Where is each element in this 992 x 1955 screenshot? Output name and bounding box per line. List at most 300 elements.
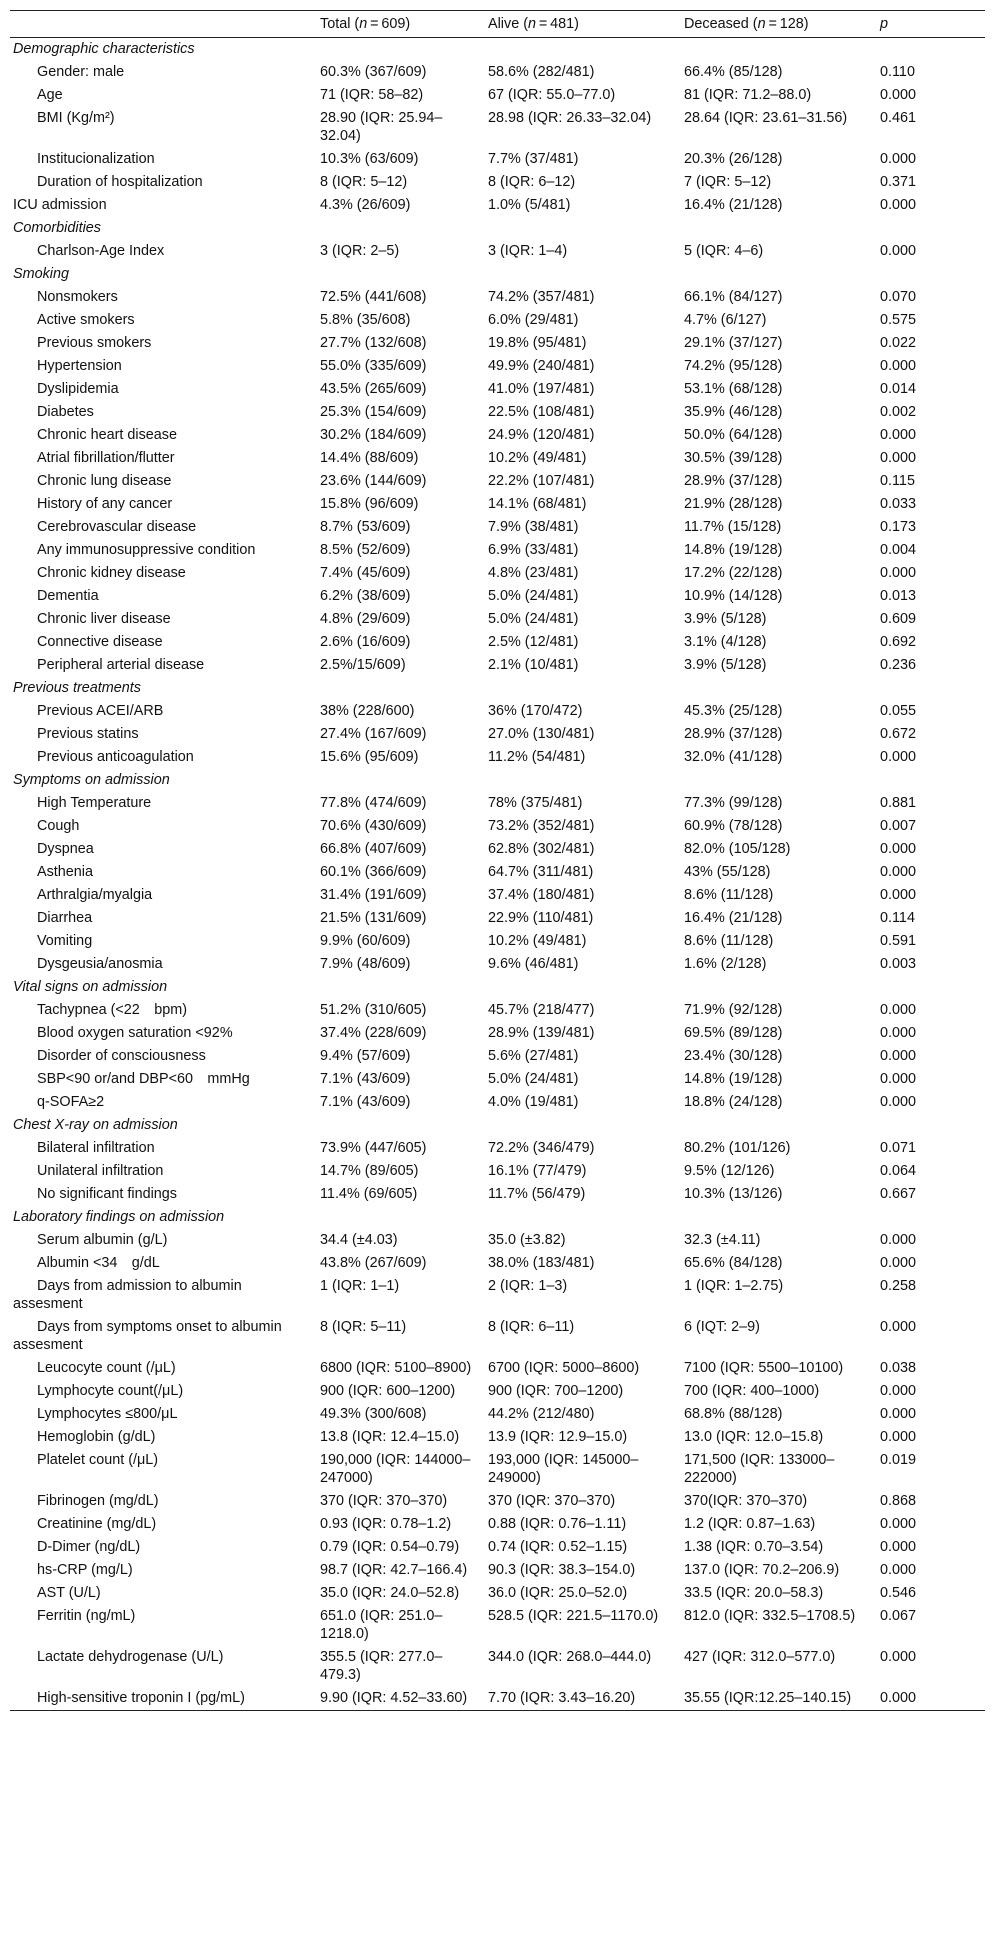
total-cell: 34.4 (±4.03) xyxy=(320,1232,398,1248)
alive-cell: 9.6% (46/481) xyxy=(488,956,579,972)
header-alive xyxy=(485,11,681,38)
p-value-cell: 0.371 xyxy=(880,174,917,190)
row-label: Chronic liver disease xyxy=(37,611,171,627)
p-value-cell: 0.236 xyxy=(880,657,917,673)
p-value-cell: 0.004 xyxy=(880,542,917,558)
row-label: Asthenia xyxy=(37,864,94,880)
row-label: Fibrinogen (mg/dL) xyxy=(37,1493,159,1509)
total-cell: 4.3% (26/609) xyxy=(320,197,411,213)
header-deceased-rest: = 128) xyxy=(765,16,809,32)
deceased-cell: 20.3% (26/128) xyxy=(684,151,783,167)
total-cell: 15.6% (95/609) xyxy=(320,749,419,765)
total-cell: 6800 (IQR: 5100–8900) xyxy=(320,1360,472,1376)
table-row xyxy=(10,1582,985,1605)
deceased-cell: 32.3 (±4.11) xyxy=(684,1232,761,1248)
total-cell: 51.2% (310/605) xyxy=(320,1002,427,1018)
p-value-cell: 0.000 xyxy=(880,1319,917,1335)
row-label: Dyslipidemia xyxy=(37,381,119,397)
table-row xyxy=(10,746,985,769)
alive-cell: 22.2% (107/481) xyxy=(488,473,595,489)
deceased-cell: 3.1% (4/128) xyxy=(684,634,767,650)
deceased-cell: 30.5% (39/128) xyxy=(684,450,783,466)
deceased-cell: 13.0 (IQR: 12.0–15.8) xyxy=(684,1429,824,1445)
p-value-cell: 0.000 xyxy=(880,864,917,880)
table-row xyxy=(10,1137,985,1160)
p-value-cell: 0.000 xyxy=(880,1002,917,1018)
p-value-cell: 0.114 xyxy=(880,910,915,926)
p-value-cell: 0.000 xyxy=(880,87,917,103)
table-row xyxy=(10,700,985,723)
p-value-cell: 0.881 xyxy=(880,795,917,811)
row-label: q-SOFA≥2 xyxy=(37,1094,105,1110)
table-row xyxy=(10,1045,985,1068)
table-row xyxy=(10,148,985,171)
deceased-cell: 65.6% (84/128) xyxy=(684,1255,783,1271)
row-label: Blood oxygen saturation <92% xyxy=(37,1025,233,1041)
total-cell: 13.8 (IQR: 12.4–15.0) xyxy=(320,1429,460,1445)
section-header-row xyxy=(10,1114,985,1137)
table-row xyxy=(10,999,985,1022)
table-row xyxy=(10,470,985,493)
table-row xyxy=(10,815,985,838)
table-row xyxy=(10,171,985,194)
row-label: History of any cancer xyxy=(37,496,173,512)
alive-cell: 36.0 (IQR: 25.0–52.0) xyxy=(488,1585,628,1601)
table-row xyxy=(10,884,985,907)
total-cell: 2.6% (16/609) xyxy=(320,634,411,650)
table-row xyxy=(10,1513,985,1536)
total-cell: 98.7 (IQR: 42.7–166.4) xyxy=(320,1562,468,1578)
header-p-label: p xyxy=(880,16,889,32)
total-cell: 7.1% (43/609) xyxy=(320,1071,411,1087)
row-label: Disorder of consciousness xyxy=(37,1048,206,1064)
total-cell: 31.4% (191/609) xyxy=(320,887,427,903)
p-value-cell: 0.070 xyxy=(880,289,917,305)
total-cell: 71 (IQR: 58–82) xyxy=(320,87,424,103)
row-label: Atrial fibrillation/flutter xyxy=(37,450,175,466)
total-cell: 23.6% (144/609) xyxy=(320,473,427,489)
p-value-cell: 0.000 xyxy=(880,1429,917,1445)
alive-cell: 58.6% (282/481) xyxy=(488,64,595,80)
total-cell: 190,000 (IQR: 144000–247000) xyxy=(320,1452,471,1486)
p-value-cell: 0.000 xyxy=(880,243,917,259)
total-cell: 27.4% (167/609) xyxy=(320,726,427,742)
table-header xyxy=(10,11,985,38)
total-cell: 7.1% (43/609) xyxy=(320,1094,411,1110)
row-label: D-Dimer (ng/dL) xyxy=(37,1539,141,1555)
section-title: Comorbidities xyxy=(13,220,101,236)
section-header-row xyxy=(10,677,985,700)
total-cell: 6.2% (38/609) xyxy=(320,588,411,604)
deceased-cell: 10.9% (14/128) xyxy=(684,588,783,604)
deceased-cell: 81 (IQR: 71.2–88.0) xyxy=(684,87,812,103)
total-cell: 60.1% (366/609) xyxy=(320,864,427,880)
row-label: Days from symptoms onset to albumin assesment xyxy=(13,1319,282,1353)
total-cell: 77.8% (474/609) xyxy=(320,795,427,811)
deceased-cell: 3.9% (5/128) xyxy=(684,611,767,627)
table-row xyxy=(10,378,985,401)
deceased-cell: 1 (IQR: 1–2.75) xyxy=(684,1278,784,1294)
deceased-cell: 4.7% (6/127) xyxy=(684,312,767,328)
total-cell: 11.4% (69/605) xyxy=(320,1186,418,1202)
alive-cell: 5.0% (24/481) xyxy=(488,588,579,604)
row-label: Lymphocyte count(/μL) xyxy=(37,1383,184,1399)
header-total-label: Total ( xyxy=(320,16,360,32)
header-row xyxy=(10,11,985,38)
deceased-cell: 9.5% (12/126) xyxy=(684,1163,775,1179)
alive-cell: 78% (375/481) xyxy=(488,795,583,811)
alive-cell: 370 (IQR: 370–370) xyxy=(488,1493,616,1509)
p-value-cell: 0.110 xyxy=(880,64,915,80)
header-variable xyxy=(10,11,317,38)
p-value-cell: 0.000 xyxy=(880,841,917,857)
alive-cell: 22.9% (110/481) xyxy=(488,910,594,926)
alive-cell: 11.7% (56/479) xyxy=(488,1186,586,1202)
deceased-cell: 60.9% (78/128) xyxy=(684,818,783,834)
p-value-cell: 0.007 xyxy=(880,818,917,834)
alive-cell: 3 (IQR: 1–4) xyxy=(488,243,568,259)
deceased-cell: 17.2% (22/128) xyxy=(684,565,783,581)
row-label: AST (U/L) xyxy=(37,1585,101,1601)
total-cell: 43.8% (267/609) xyxy=(320,1255,427,1271)
table-row xyxy=(10,84,985,107)
deceased-cell: 7100 (IQR: 5500–10100) xyxy=(684,1360,844,1376)
total-cell: 14.7% (89/605) xyxy=(320,1163,419,1179)
p-value-cell: 0.000 xyxy=(880,1406,917,1422)
alive-cell: 2.5% (12/481) xyxy=(488,634,579,650)
alive-cell: 90.3 (IQR: 38.3–154.0) xyxy=(488,1562,636,1578)
section-header-row xyxy=(10,1206,985,1229)
row-label: Previous anticoagulation xyxy=(37,749,194,765)
row-label: Nonsmokers xyxy=(37,289,118,305)
row-label: Gender: male xyxy=(37,64,125,80)
row-label: Unilateral infiltration xyxy=(37,1163,164,1179)
row-label: BMI (Kg/m²) xyxy=(37,110,115,126)
deceased-cell: 28.9% (37/128) xyxy=(684,473,783,489)
row-label: Previous ACEI/ARB xyxy=(37,703,164,719)
p-value-cell: 0.071 xyxy=(880,1140,917,1156)
p-value-cell: 0.115 xyxy=(880,473,915,489)
alive-cell: 7.9% (38/481) xyxy=(488,519,579,535)
p-value-cell: 0.000 xyxy=(880,151,917,167)
table-row xyxy=(10,332,985,355)
p-value-cell: 0.000 xyxy=(877,1687,985,1711)
total-cell: 4.8% (29/609) xyxy=(320,611,411,627)
total-cell: 35.0 (IQR: 24.0–52.8) xyxy=(320,1585,460,1601)
total-cell: 37.4% (228/609) xyxy=(320,1025,427,1041)
row-label: Age xyxy=(37,87,63,103)
row-label: Lactate dehydrogenase (U/L) xyxy=(37,1649,224,1665)
total-cell: 38% (228/600) xyxy=(320,703,415,719)
row-label: Creatinine (mg/dL) xyxy=(37,1516,157,1532)
row-label: Leucocyte count (/μL) xyxy=(37,1360,176,1376)
table-row xyxy=(10,838,985,861)
deceased-cell: 66.4% (85/128) xyxy=(684,64,783,80)
table-row xyxy=(10,723,985,746)
header-total xyxy=(317,11,485,38)
deceased-cell: 1.2 (IQR: 0.87–1.63) xyxy=(684,1516,816,1532)
row-label: Vomiting xyxy=(37,933,93,949)
table-row xyxy=(10,1275,985,1316)
alive-cell: 2 (IQR: 1–3) xyxy=(488,1278,568,1294)
section-title: Symptoms on admission xyxy=(13,772,170,788)
alive-cell: 528.5 (IQR: 221.5–1170.0) xyxy=(488,1608,659,1624)
header-alive-rest: = 481) xyxy=(536,16,579,32)
p-value-cell: 0.038 xyxy=(880,1360,917,1376)
p-value-cell: 0.003 xyxy=(880,956,917,972)
row-label: Diarrhea xyxy=(37,910,93,926)
alive-cell: 36% (170/472) xyxy=(488,703,583,719)
total-cell: 9.9% (60/609) xyxy=(320,933,411,949)
deceased-cell: 45.3% (25/128) xyxy=(684,703,783,719)
alive-cell: 73.2% (352/481) xyxy=(488,818,595,834)
alive-cell: 28.98 (IQR: 26.33–32.04) xyxy=(488,110,652,126)
alive-cell: 16.1% (77/479) xyxy=(488,1163,587,1179)
deceased-cell: 16.4% (21/128) xyxy=(684,910,783,926)
row-label: Duration of hospitalization xyxy=(37,174,203,190)
row-label: Diabetes xyxy=(37,404,94,420)
row-label: Cough xyxy=(37,818,80,834)
total-cell: 25.3% (154/609) xyxy=(320,404,427,420)
p-value-cell: 0.000 xyxy=(880,1649,917,1665)
deceased-cell: 21.9% (28/128) xyxy=(684,496,783,512)
p-value-cell: 0.000 xyxy=(880,1048,917,1064)
table-row xyxy=(10,1426,985,1449)
row-label: Active smokers xyxy=(37,312,135,328)
alive-cell: 5.6% (27/481) xyxy=(488,1048,579,1064)
section-header-row xyxy=(10,217,985,240)
p-value-cell: 0.000 xyxy=(880,197,917,213)
table-row xyxy=(10,1403,985,1426)
row-label: hs-CRP (mg/L) xyxy=(37,1562,133,1578)
row-label: Institucionalization xyxy=(37,151,155,167)
p-value-cell: 0.667 xyxy=(880,1186,917,1202)
deceased-cell: 71.9% (92/128) xyxy=(684,1002,783,1018)
alive-cell: 14.1% (68/481) xyxy=(488,496,587,512)
alive-cell: 22.5% (108/481) xyxy=(488,404,595,420)
p-value-cell: 0.013 xyxy=(880,588,917,604)
total-cell: 21.5% (131/609) xyxy=(320,910,427,926)
deceased-cell: 74.2% (95/128) xyxy=(684,358,783,374)
row-label: Serum albumin (g/L) xyxy=(37,1232,168,1248)
table-body xyxy=(10,38,985,1711)
deceased-cell: 14.8% (19/128) xyxy=(684,542,783,558)
alive-cell: 37.4% (180/481) xyxy=(488,887,595,903)
table-row xyxy=(10,424,985,447)
section-header-row xyxy=(10,263,985,286)
row-label: No significant findings xyxy=(37,1186,177,1202)
total-cell: 30.2% (184/609) xyxy=(320,427,427,443)
total-cell: 28.90 (IQR: 25.94–32.04) xyxy=(320,110,443,144)
table-row xyxy=(10,539,985,562)
table-row xyxy=(10,1380,985,1403)
patient-characteristics-table xyxy=(10,10,985,1711)
p-value-cell: 0.000 xyxy=(880,1094,917,1110)
p-value-cell: 0.692 xyxy=(880,634,917,650)
total-cell: 8 (IQR: 5–12) xyxy=(320,174,408,190)
table-row xyxy=(10,631,985,654)
alive-cell: 4.8% (23/481) xyxy=(488,565,579,581)
header-p-value xyxy=(877,11,985,38)
alive-cell: 10.2% (49/481) xyxy=(488,450,587,466)
header-total-rest: = 609) xyxy=(367,16,411,32)
row-label: Hemoglobin (g/dL) xyxy=(37,1429,156,1445)
deceased-cell: 28.9% (37/128) xyxy=(684,726,783,742)
alive-cell: 24.9% (120/481) xyxy=(488,427,595,443)
deceased-cell: 1.38 (IQR: 0.70–3.54) xyxy=(684,1539,824,1555)
table-row xyxy=(10,401,985,424)
p-value-cell: 0.258 xyxy=(880,1278,917,1294)
p-value-cell: 0.000 xyxy=(880,565,917,581)
alive-cell: 49.9% (240/481) xyxy=(488,358,595,374)
p-value-cell: 0.000 xyxy=(880,1232,917,1248)
row-label: ICU admission xyxy=(13,197,107,213)
deceased-cell: 427 (IQR: 312.0–577.0) xyxy=(684,1649,836,1665)
p-value-cell: 0.033 xyxy=(880,496,917,512)
alive-cell: 6.0% (29/481) xyxy=(488,312,579,328)
row-label: Chronic heart disease xyxy=(37,427,177,443)
p-value-cell: 0.000 xyxy=(880,1516,917,1532)
total-cell: 7.4% (45/609) xyxy=(320,565,411,581)
section-title: Chest X-ray on admission xyxy=(13,1117,178,1133)
p-value-cell: 0.868 xyxy=(880,1493,917,1509)
total-cell: 8.5% (52/609) xyxy=(320,542,411,558)
table-row xyxy=(10,1316,985,1357)
alive-cell: 41.0% (197/481) xyxy=(488,381,595,397)
deceased-cell: 80.2% (101/126) xyxy=(684,1140,791,1156)
total-cell: 5.8% (35/608) xyxy=(320,312,411,328)
total-cell: 651.0 (IQR: 251.0–1218.0) xyxy=(320,1608,443,1642)
section-header-row xyxy=(10,976,985,999)
deceased-cell: 82.0% (105/128) xyxy=(684,841,791,857)
deceased-cell: 69.5% (89/128) xyxy=(684,1025,783,1041)
table-row xyxy=(10,1068,985,1091)
row-label: Tachypnea (<22 bpm) xyxy=(37,1002,187,1018)
total-cell: 10.3% (63/609) xyxy=(320,151,419,167)
total-cell: 55.0% (335/609) xyxy=(320,358,427,374)
total-cell: 73.9% (447/605) xyxy=(320,1140,427,1156)
table-row xyxy=(10,608,985,631)
header-deceased-n: n xyxy=(757,16,766,32)
alive-cell: 7.7% (37/481) xyxy=(488,151,579,167)
p-value-cell: 0.022 xyxy=(880,335,917,351)
header-deceased-label: Deceased ( xyxy=(684,16,758,32)
table-row xyxy=(10,309,985,332)
alive-cell: 38.0% (183/481) xyxy=(488,1255,595,1271)
p-value-cell: 0.000 xyxy=(880,358,917,374)
alive-cell: 6700 (IQR: 5000–8600) xyxy=(488,1360,640,1376)
header-total-n: n xyxy=(359,16,368,32)
alive-cell: 62.8% (302/481) xyxy=(488,841,595,857)
deceased-cell: 370(IQR: 370–370) xyxy=(684,1493,808,1509)
alive-cell: 28.9% (139/481) xyxy=(488,1025,595,1041)
deceased-cell: 66.1% (84/127) xyxy=(684,289,783,305)
total-cell: 15.8% (96/609) xyxy=(320,496,419,512)
table-row xyxy=(10,355,985,378)
p-value-cell: 0.000 xyxy=(880,450,917,466)
table-row xyxy=(10,107,985,148)
table-row xyxy=(10,1252,985,1275)
section-title: Laboratory findings on admission xyxy=(13,1209,225,1225)
p-value-cell: 0.000 xyxy=(880,1383,917,1399)
total-cell: 370 (IQR: 370–370) xyxy=(320,1493,448,1509)
table-row xyxy=(10,240,985,263)
table-row xyxy=(10,61,985,84)
table-row xyxy=(10,1022,985,1045)
alive-cell: 11.2% (54/481) xyxy=(488,749,586,765)
row-label: Dysgeusia/anosmia xyxy=(37,956,163,972)
alive-cell: 64.7% (311/481) xyxy=(488,864,594,880)
alive-cell: 4.0% (19/481) xyxy=(488,1094,579,1110)
p-value-cell: 0.002 xyxy=(880,404,917,420)
alive-cell: 72.2% (346/479) xyxy=(488,1140,595,1156)
p-value-cell: 0.064 xyxy=(880,1163,917,1179)
table-row xyxy=(10,792,985,815)
row-label: Bilateral infiltration xyxy=(37,1140,155,1156)
total-cell: 0.93 (IQR: 0.78–1.2) xyxy=(320,1516,452,1532)
p-value-cell: 0.461 xyxy=(880,110,917,126)
deceased-cell: 700 (IQR: 400–1000) xyxy=(684,1383,820,1399)
total-cell: 66.8% (407/609) xyxy=(320,841,427,857)
section-header-row xyxy=(10,38,985,62)
total-cell: 72.5% (441/608) xyxy=(320,289,427,305)
row-label: Albumin <34 g/dL xyxy=(37,1255,160,1271)
table-row xyxy=(10,1091,985,1114)
total-cell: 49.3% (300/608) xyxy=(320,1406,427,1422)
row-label: Any immunosuppressive condition xyxy=(37,542,256,558)
total-cell: 9.4% (57/609) xyxy=(320,1048,411,1064)
deceased-cell: 53.1% (68/128) xyxy=(684,381,783,397)
deceased-cell: 14.8% (19/128) xyxy=(684,1071,783,1087)
p-value-cell: 0.173 xyxy=(880,519,917,535)
table-row xyxy=(10,1229,985,1252)
deceased-cell: 23.4% (30/128) xyxy=(684,1048,783,1064)
alive-cell: 19.8% (95/481) xyxy=(488,335,587,351)
alive-cell: 5.0% (24/481) xyxy=(488,611,579,627)
table-row xyxy=(10,194,985,217)
table-row xyxy=(10,1605,985,1646)
section-title: Previous treatments xyxy=(13,680,141,696)
table-row xyxy=(10,1687,985,1711)
deceased-cell: 32.0% (41/128) xyxy=(684,749,783,765)
deceased-cell: 35.55 (IQR:12.25–140.15) xyxy=(681,1687,877,1711)
row-label: Days from admission to albumin assesment xyxy=(13,1278,242,1312)
p-value-cell: 0.000 xyxy=(880,1255,917,1271)
p-value-cell: 0.672 xyxy=(880,726,917,742)
deceased-cell: 10.3% (13/126) xyxy=(684,1186,783,1202)
table-row xyxy=(10,1536,985,1559)
p-value-cell: 0.575 xyxy=(880,312,917,328)
alive-cell: 6.9% (33/481) xyxy=(488,542,579,558)
deceased-cell: 16.4% (21/128) xyxy=(684,197,783,213)
header-alive-n: n xyxy=(527,16,536,32)
p-value-cell: 0.019 xyxy=(880,1452,917,1468)
total-cell: 14.4% (88/609) xyxy=(320,450,419,466)
deceased-cell: 1.6% (2/128) xyxy=(684,956,767,972)
p-value-cell: 0.000 xyxy=(880,887,917,903)
alive-cell: 35.0 (±3.82) xyxy=(488,1232,566,1248)
row-label: Ferritin (ng/mL) xyxy=(37,1608,136,1624)
row-label: Peripheral arterial disease xyxy=(37,657,205,673)
total-cell: 8 (IQR: 5–11) xyxy=(320,1319,407,1335)
deceased-cell: 5 (IQR: 4–6) xyxy=(684,243,764,259)
total-cell: 0.79 (IQR: 0.54–0.79) xyxy=(320,1539,460,1555)
total-cell: 27.7% (132/608) xyxy=(320,335,427,351)
table-row xyxy=(10,493,985,516)
table-row xyxy=(10,907,985,930)
table-row xyxy=(10,1646,985,1687)
section-title: Smoking xyxy=(13,266,69,282)
